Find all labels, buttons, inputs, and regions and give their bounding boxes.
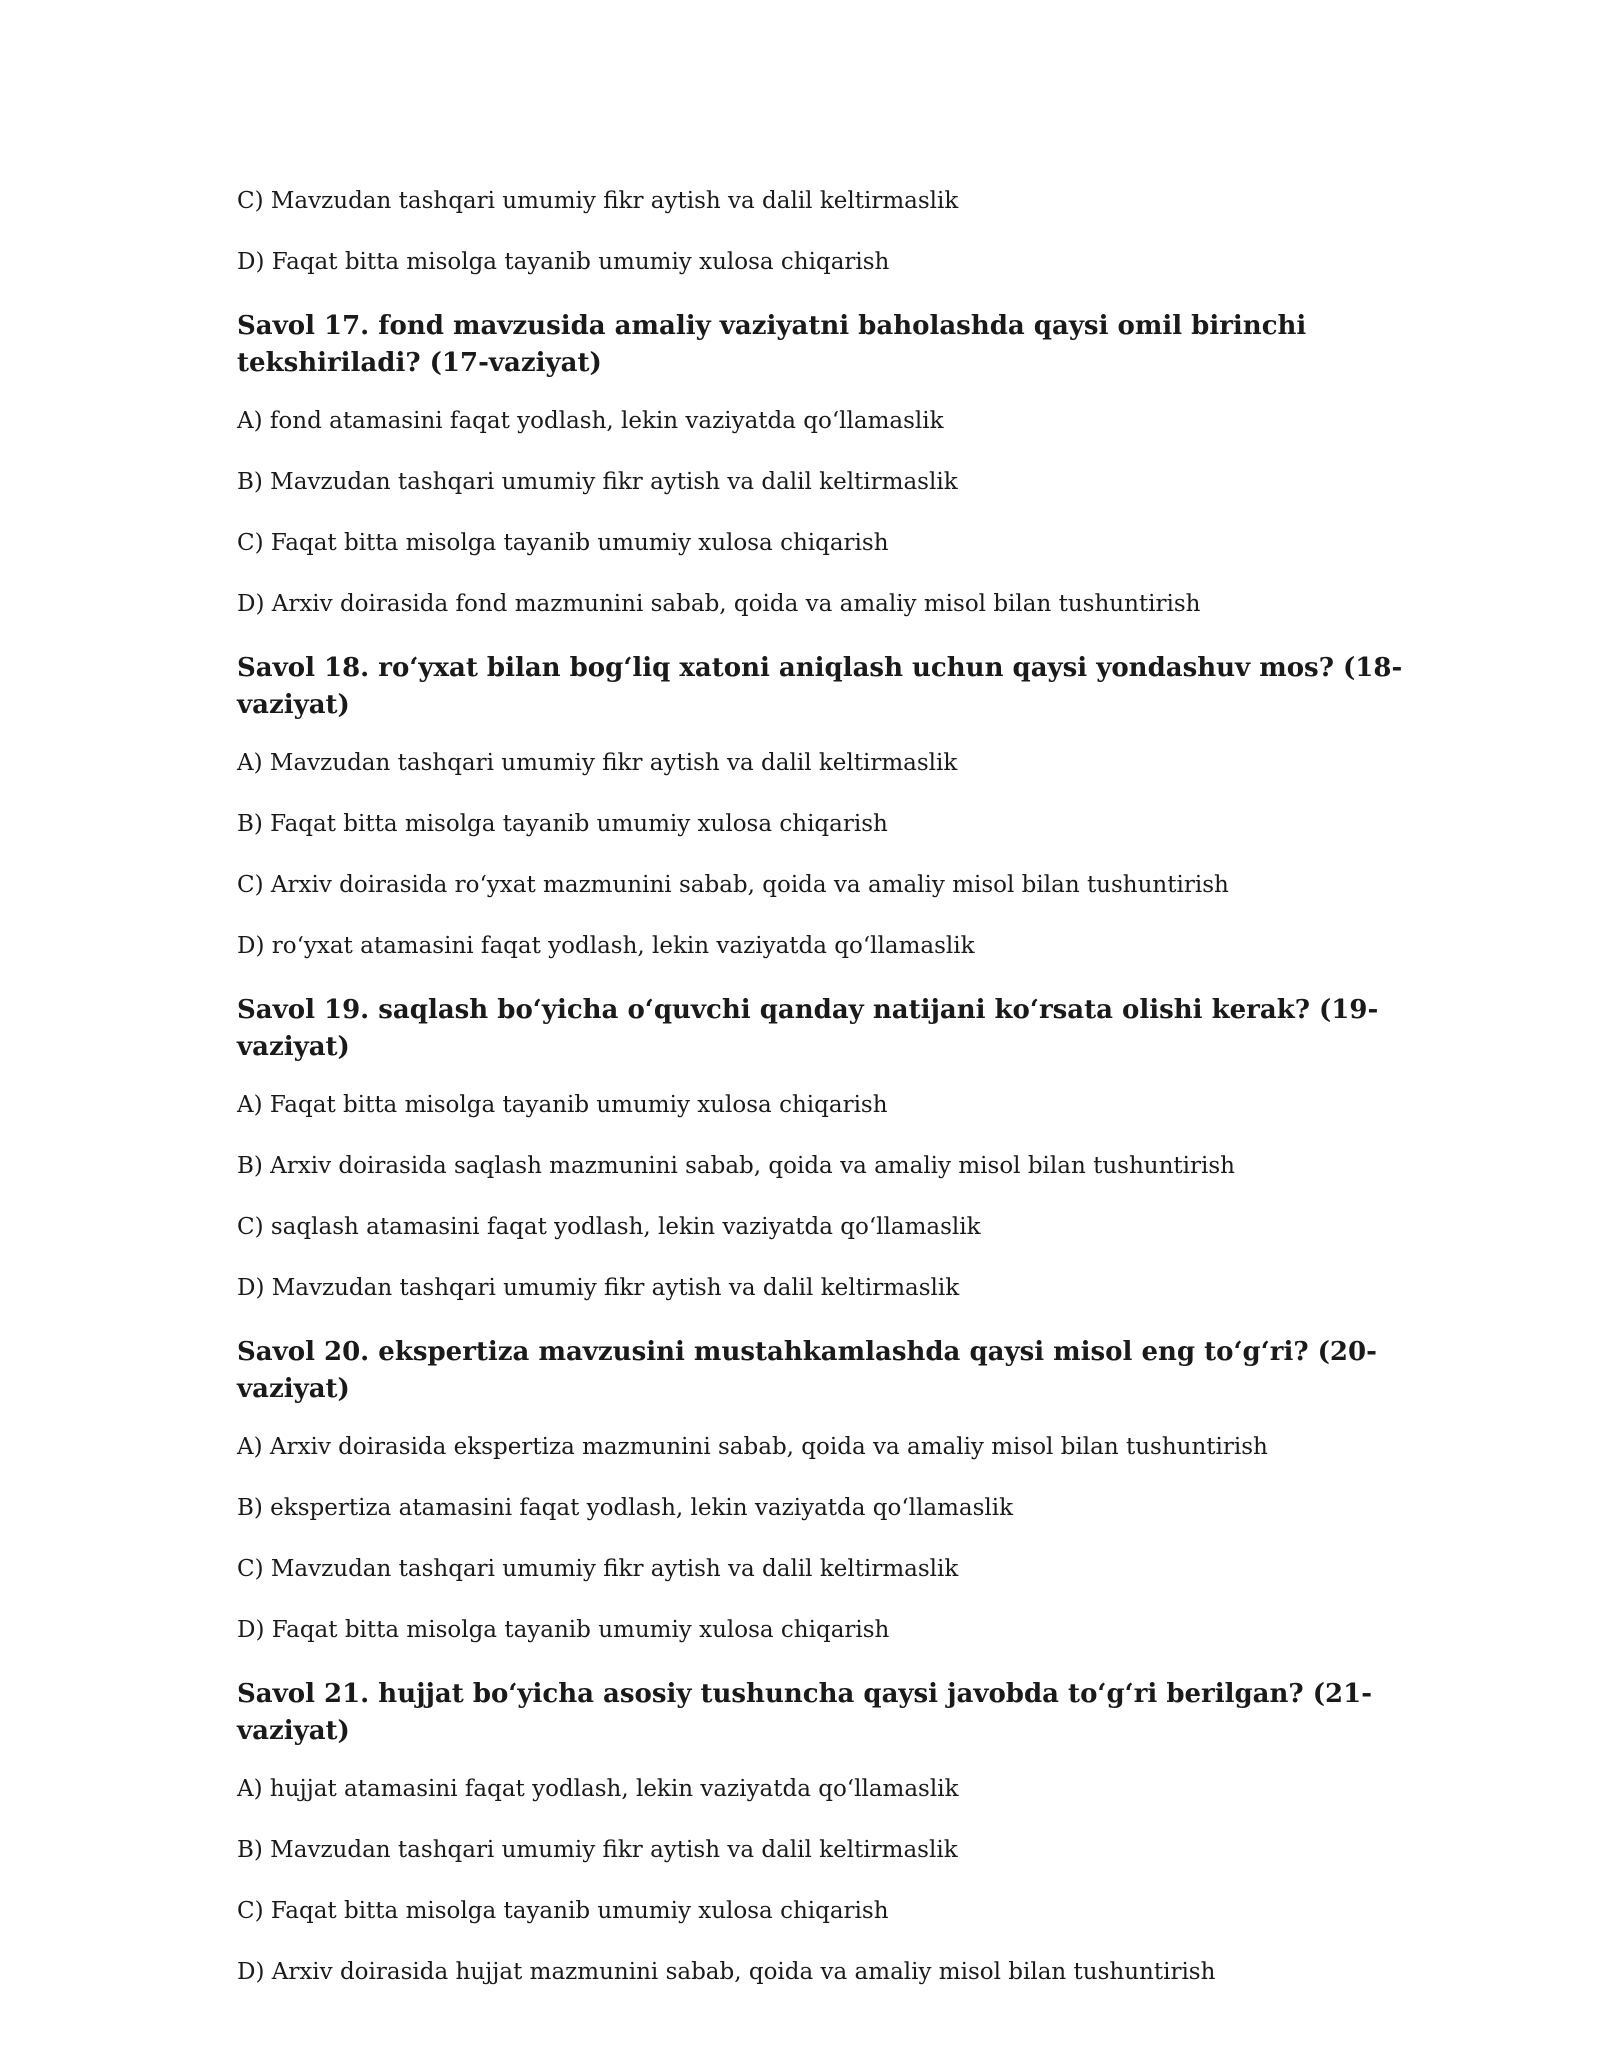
answer-option: C) Arxiv doirasida ro‘yxat mazmunini sabab, qoida va amaliy misol bilan tushuntirish <box>237 872 1229 898</box>
answer-option: D) Faqat bitta misolga tayanib umumiy xulosa chiqarish <box>237 1617 890 1643</box>
answer-option: A) fond atamasini faqat yodlash, lekin vaziyatda qo‘llamaslik <box>237 408 944 434</box>
document-page <box>237 186 1417 2018</box>
answer-option: C) Mavzudan tashqari umumiy fikr aytish va dalil keltirmaslik <box>237 1556 959 1582</box>
answer-option: B) ekspertiza atamasini faqat yodlash, lekin vaziyatda qo‘llamaslik <box>237 1495 1014 1521</box>
answer-option: B) Faqat bitta misolga tayanib umumiy xulosa chiqarish <box>237 811 888 837</box>
answer-option: A) Arxiv doirasida ekspertiza mazmunini sabab, qoida va amaliy misol bilan tushuntirish <box>237 1434 1268 1460</box>
answer-option: A) hujjat atamasini faqat yodlash, lekin vaziyatda qo‘llamaslik <box>237 1776 959 1802</box>
answer-option: C) Mavzudan tashqari umumiy fikr aytish va dalil keltirmaslik <box>237 188 959 214</box>
answer-option: C) Faqat bitta misolga tayanib umumiy xulosa chiqarish <box>237 1898 889 1924</box>
answer-option: D) Arxiv doirasida fond mazmunini sabab, qoida va amaliy misol bilan tushuntirish <box>237 591 1201 617</box>
answer-option: C) saqlash atamasini faqat yodlash, lekin vaziyatda qo‘llamaslik <box>237 1214 981 1240</box>
answer-option: B) Mavzudan tashqari umumiy fikr aytish va dalil keltirmaslik <box>237 1837 958 1863</box>
question-heading: Savol 18. ro‘yxat bilan bog‘liq xatoni aniqlash uchun qaysi yondashuv mos? (18-vaziyat) <box>237 653 1403 720</box>
answer-option: D) Mavzudan tashqari umumiy fikr aytish va dalil keltirmaslik <box>237 1275 960 1301</box>
answer-option: A) Faqat bitta misolga tayanib umumiy xulosa chiqarish <box>237 1092 888 1118</box>
question-heading: Savol 17. fond mavzusida amaliy vaziyatni baholashda qaysi omil birinchi tekshiriladi? (17-vaziyat) <box>237 311 1307 378</box>
answer-option: A) Mavzudan tashqari umumiy fikr aytish va dalil keltirmaslik <box>237 750 958 776</box>
answer-option: D) Faqat bitta misolga tayanib umumiy xulosa chiqarish <box>237 249 890 275</box>
question-heading: Savol 21. hujjat bo‘yicha asosiy tushuncha qaysi javobda to‘g‘ri berilgan? (21-vaziyat) <box>237 1679 1372 1746</box>
answer-option: C) Faqat bitta misolga tayanib umumiy xulosa chiqarish <box>237 530 889 556</box>
answer-option: B) Mavzudan tashqari umumiy fikr aytish va dalil keltirmaslik <box>237 469 958 495</box>
question-heading: Savol 19. saqlash bo‘yicha o‘quvchi qanday natijani ko‘rsata olishi kerak? (19-vaziyat) <box>237 995 1379 1062</box>
answer-option: B) Arxiv doirasida saqlash mazmunini sabab, qoida va amaliy misol bilan tushuntirish <box>237 1153 1235 1179</box>
answer-option: D) ro‘yxat atamasini faqat yodlash, lekin vaziyatda qo‘llamaslik <box>237 933 975 959</box>
question-heading: Savol 20. ekspertiza mavzusini mustahkamlashda qaysi misol eng to‘g‘ri? (20-vaziyat) <box>237 1337 1377 1404</box>
answer-option: D) Arxiv doirasida hujjat mazmunini sabab, qoida va amaliy misol bilan tushuntirish <box>237 1959 1216 1985</box>
